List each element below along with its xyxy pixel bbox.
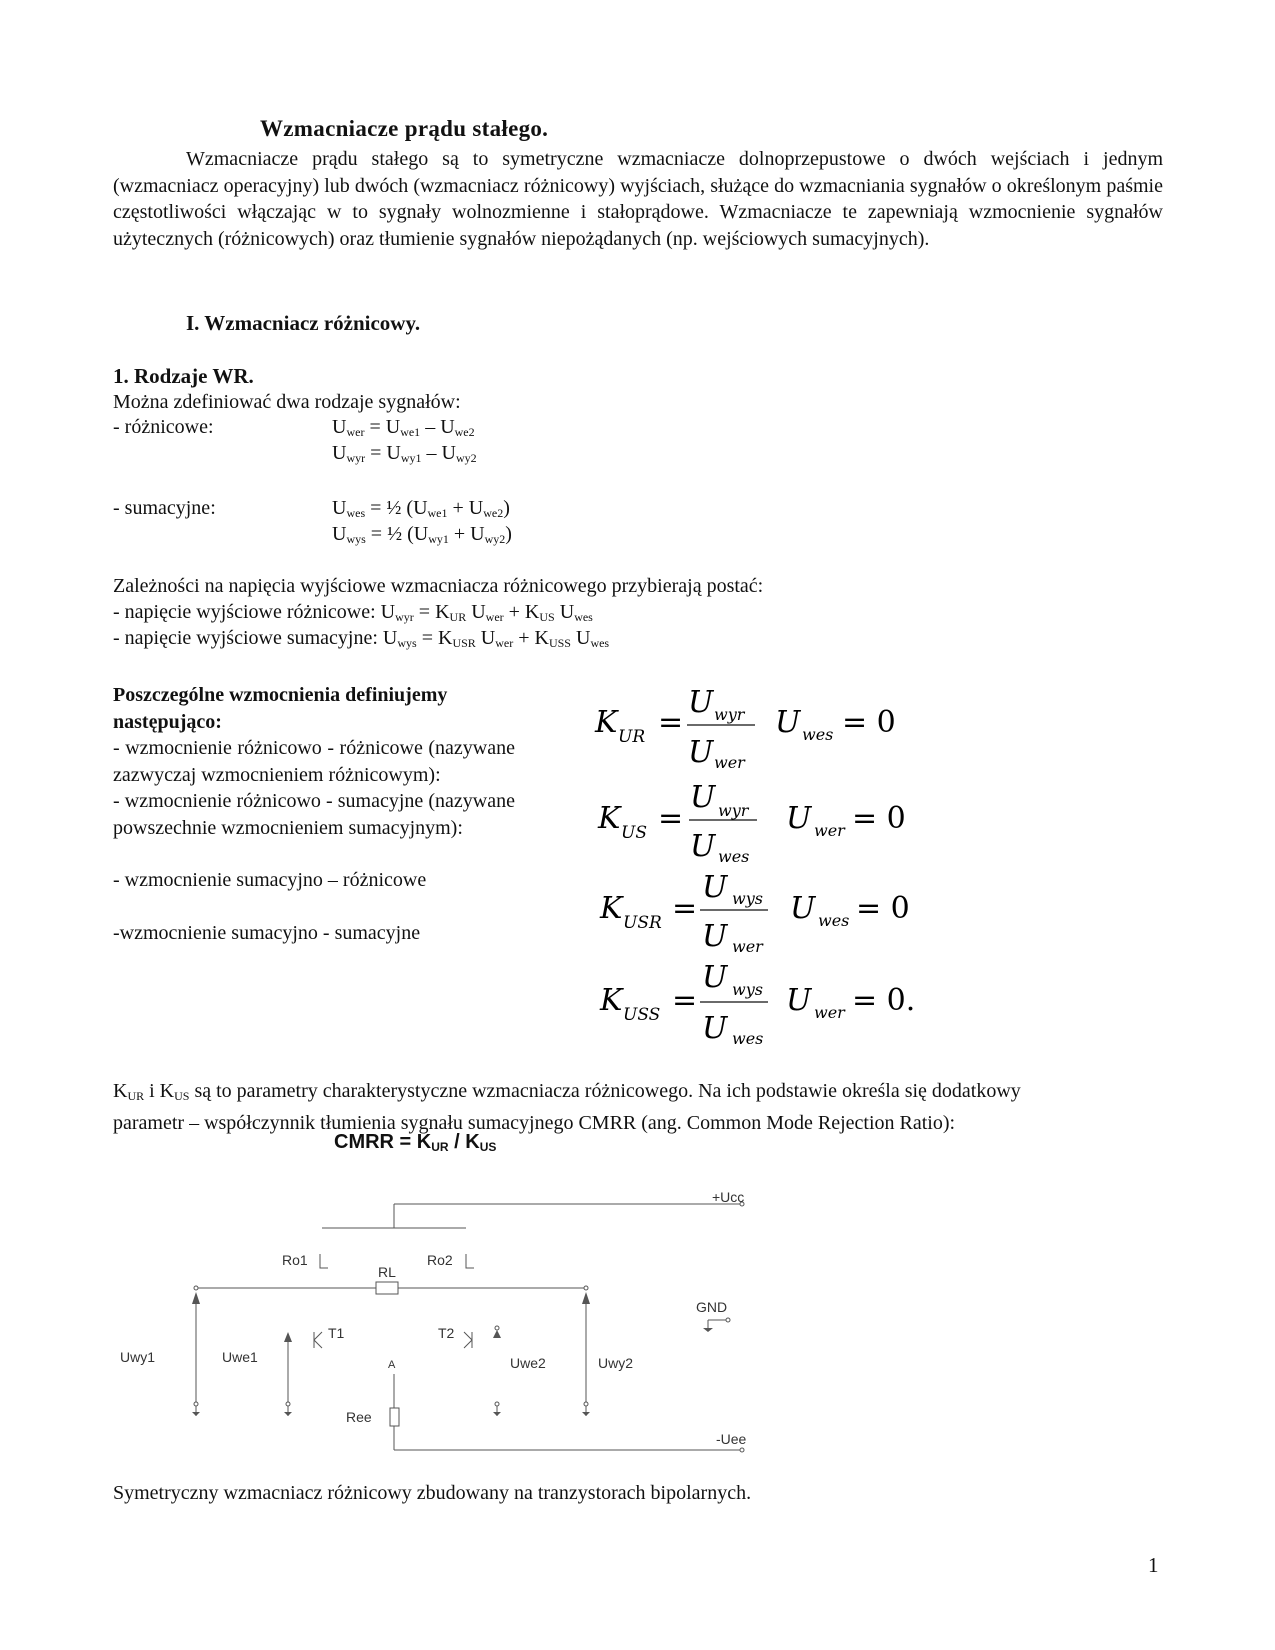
formula-kusr (599, 870, 910, 956)
svg-text:K: K (598, 801, 621, 836)
svg-text:wys: wys (732, 980, 763, 999)
label-rl: RL (378, 1264, 396, 1280)
svg-text:= 0: = 0 (852, 801, 906, 836)
svg-text:= 0: = 0 (856, 891, 910, 926)
cmrr-line-1: $K_{UR}$ i $K_{US}$ są to parametry charakterystyczne wzmacniacza różnicowego. Na ich podstawie określa się dodatkowy (113, 1080, 1021, 1103)
svg-text:U: U (702, 919, 728, 954)
svg-text:U: U (690, 829, 716, 864)
dep2-label: - napięcie wyjściowe sumacyjne: (113, 627, 378, 649)
svg-text:wes: wes (818, 911, 850, 930)
page-title: Wzmacniacze prądu stałego. (260, 116, 549, 141)
svg-text:wes: wes (802, 725, 834, 744)
cmrr-paragraph (113, 1078, 1173, 1136)
svg-text:K: K (595, 705, 618, 740)
label-uwy2: Uwy2 (598, 1355, 634, 1371)
cmrr-formula: CMRR = $K_{UR} / K_{US}$ (334, 1131, 497, 1154)
svg-text:=: = (672, 891, 698, 926)
svg-text:=: = (658, 705, 684, 740)
svg-text:=: = (658, 801, 684, 836)
label-common: - sumacyjne: (113, 497, 216, 519)
intro-text: Wzmacniacze prądu stałego są to symetryczne wzmacniacze dolnoprzepustowe o dwóch wejściach i jednym (wzmacniacz operacyjny) lub dwóch (wzmacniacz różnicowy) wyjściach, służące do wzmacniania sygnałów o określonym paśmie częstotliwości włączając w to sygnały wolnozmienne i stałoprądowe. Wzmacniacze te zapewniają wzmocnienie sygnałów użytecznych (różnicowych) oraz tłumienie sygnałów niepożądanych (np. wejściowych sumacyjnych). (113, 148, 1163, 250)
svg-text:U: U (702, 1011, 728, 1046)
svg-text:= 0: = 0 (842, 705, 896, 740)
signals-intro: Można zdefiniować dwa rodzaje sygnałów: (113, 391, 461, 413)
formula-uwys: $U_{wys}$ = ½ $(U_{wy1} + U_{wy2})$ (332, 523, 512, 546)
label-uwe1: Uwe1 (222, 1349, 258, 1365)
label-vee: -Uee (716, 1431, 747, 1447)
formula-kuss (599, 960, 915, 1048)
svg-text:wer: wer (732, 937, 763, 956)
gain-formulas (590, 680, 930, 1060)
label-ro2: Ro2 (427, 1252, 453, 1268)
section-heading: I. Wzmacniacz różnicowy. (186, 311, 421, 335)
svg-text:wyr: wyr (714, 705, 745, 724)
dependencies-intro: Zależności na napięcia wyjściowe wzmacniacza różnicowego przybierają postać: (113, 575, 764, 597)
dep1-label: - napięcie wyjściowe różnicowe: (113, 601, 376, 623)
svg-text:U: U (702, 960, 728, 995)
label-t1: T1 (328, 1325, 345, 1341)
formula-kus (597, 780, 906, 866)
svg-text:U: U (690, 780, 716, 815)
svg-text:wer: wer (814, 1003, 845, 1022)
svg-text:wys: wys (732, 889, 763, 908)
label-vcc: +Ucc (712, 1189, 745, 1205)
figure-caption: Symetryczny wzmacniacz różnicowy zbudowany na tranzystorach bipolarnych. (113, 1482, 752, 1504)
svg-text:wer: wer (714, 753, 745, 772)
label-t2: T2 (438, 1325, 455, 1341)
svg-text:K: K (600, 891, 623, 926)
definition-item-3: - wzmocnienie sumacyjno – różnicowe (113, 869, 427, 891)
label-ree: Ree (346, 1409, 372, 1425)
svg-text:K: K (600, 983, 623, 1018)
svg-text:wyr: wyr (718, 801, 749, 820)
svg-text:U: U (786, 801, 812, 836)
formula-uwer: $U_{wer} = U_{we1} - U_{we2}$ (332, 416, 475, 439)
label-differential: - różnicowe: (113, 416, 214, 438)
formula-uwyr: $U_{wyr} = U_{wy1} - U_{wy2}$ (332, 442, 477, 465)
label-uwy1: Uwy1 (120, 1349, 156, 1365)
label-gnd: GND (696, 1299, 728, 1315)
svg-text:wes: wes (718, 847, 750, 866)
definitions-block (113, 682, 515, 946)
svg-text:wer: wer (814, 821, 845, 840)
intro-paragraph (113, 146, 1163, 252)
svg-text:=: = (672, 983, 698, 1018)
svg-text:wes: wes (732, 1029, 764, 1048)
label-node-a: A (388, 1359, 396, 1371)
label-ro1: Ro1 (282, 1252, 308, 1268)
svg-text:U: U (786, 983, 812, 1018)
dependency-2: - napięcie wyjściowe sumacyjne: $U_{wys} = K_{USR}$ $U_{wer} + K_{USS}$ $U_{wes}$ (113, 627, 610, 650)
cmrr-line-1-text: są to parametry charakterystyczne wzmacniacza różnicowego. Na ich podstawie określa się dodatkowy (194, 1080, 1021, 1102)
dependency-1: - napięcie wyjściowe różnicowe: $U_{wyr} = K_{UR}$ $U_{wer} + K_{US}$ $U_{wes}$ (113, 601, 593, 624)
subsection-heading: 1. Rodzaje WR. (113, 364, 254, 388)
label-uwe2: Uwe2 (510, 1355, 546, 1371)
circuit-diagram (110, 1180, 790, 1480)
svg-text:USR: USR (623, 913, 662, 933)
svg-text:US: US (621, 823, 647, 843)
cmrr-label: CMRR = K (334, 1131, 432, 1153)
definition-item-2: - wzmocnienie różnicowo - sumacyjne (nazywane powszechnie wzmocnieniem sumacyjnym): (113, 790, 515, 839)
definition-item-4: -wzmocnienie sumacyjno - sumacyjne (113, 921, 421, 944)
svg-text:U: U (688, 735, 714, 770)
page-number: 1 (1148, 1553, 1159, 1577)
svg-text:USS: USS (623, 1005, 661, 1025)
formula-kur (594, 685, 896, 772)
svg-text:UR: UR (618, 727, 646, 747)
cmrr-line-2: parametr – współczynnik tłumienia sygnału sumacyjnego CMRR (ang. Common Mode Rejection Ratio): (113, 1111, 956, 1134)
svg-text:U: U (790, 891, 816, 926)
formula-uwes: $U_{wes}$ = ½ $(U_{we1} + U_{we2})$ (332, 497, 510, 520)
svg-text:U: U (702, 870, 728, 905)
svg-text:U: U (688, 685, 714, 720)
svg-text:U: U (775, 705, 801, 740)
definition-item-1: - wzmocnienie różnicowo - różnicowe (nazywane zazwyczaj wzmocnieniem różnicowym): (113, 737, 515, 786)
definitions-heading: Poszczególne wzmocnienia definiujemy następująco: (113, 684, 448, 733)
svg-text:= 0.: = 0. (852, 983, 916, 1018)
